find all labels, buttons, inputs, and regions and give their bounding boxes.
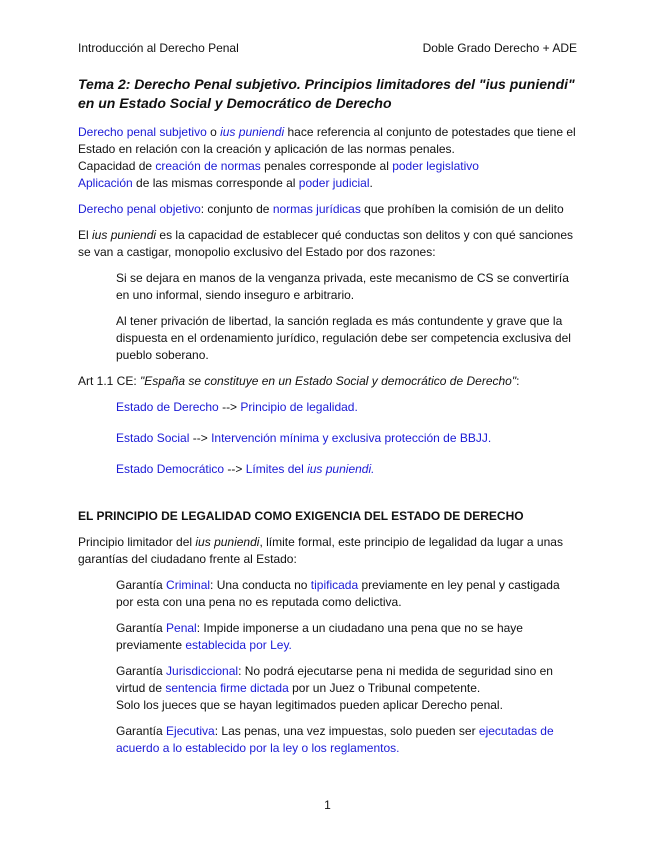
- estado-label: Estado de Derecho: [116, 400, 219, 414]
- paragraph-ius-puniendi: [78, 227, 578, 261]
- estado-label: Estado Social: [116, 431, 190, 445]
- text: hace referencia al conjunto de potestades que tiene el Estado en relación con la creación y aplicación de las normas penales.: [78, 125, 576, 156]
- term-ius-puniendi: ius puniendi: [220, 125, 285, 139]
- term-creacion-normas: creación de normas: [155, 159, 261, 173]
- text: Garantía: [116, 578, 167, 592]
- text: Principio limitador del: [78, 535, 196, 549]
- text: Capacidad de: [78, 159, 156, 173]
- text: : Impide imponerse a un ciudadano una pena que no se haye previamente: [116, 621, 523, 652]
- article-quote: [78, 373, 578, 390]
- text: :: [516, 374, 520, 388]
- text: penales corresponde al: [260, 159, 393, 173]
- term-establecida: establecida por Ley.: [185, 638, 292, 652]
- term-ius-puniendi: ius puniendi: [92, 228, 157, 242]
- term-poder-judicial: poder judicial: [298, 176, 370, 190]
- term-sentencia-firme: sentencia firme dictada: [165, 681, 289, 695]
- text: : Las penas, una vez impuestas, solo pueden ser: [214, 724, 479, 738]
- text: , límite formal, este principio de legalidad da lugar a unas garantías del ciudadano frente al Estado:: [78, 535, 563, 566]
- text: : Una conducta no: [210, 578, 311, 592]
- term-ius-puniendi: ius puniendi: [195, 535, 260, 549]
- estado-item: [116, 430, 578, 447]
- paragraph-principio: [78, 534, 578, 568]
- text: : conjunto de: [200, 202, 273, 216]
- estado-principle: Principio de legalidad.: [240, 400, 358, 414]
- garantia-label: Jurisdiccional: [166, 664, 239, 678]
- estado-label: Estado Democrático: [116, 462, 225, 476]
- section-heading: EL PRINCIPIO DE LEGALIDAD COMO EXIGENCIA DEL ESTADO DE DERECHO: [78, 509, 524, 523]
- page-title: Tema 2: Derecho Penal subjetivo. Principios limitadores del "ius puniendi" en un Estado Social y Democrático de Derecho: [78, 76, 575, 111]
- reason-2: Al tener privación de libertad, la sanción reglada es más contundente y grave que la dispuesta en el ordenamiento jurídico, regulación debe ser competencia exclusiva del pueblo soberano.: [116, 314, 571, 362]
- arrow: -->: [218, 400, 241, 414]
- estado-principle: Límites del: [245, 462, 308, 476]
- text: que prohíben la comisión de un delito: [360, 202, 564, 216]
- garantia-label: Penal: [166, 621, 197, 635]
- text: Garantía: [116, 621, 167, 635]
- text: o: [206, 125, 221, 139]
- text: Garantía: [116, 664, 167, 678]
- garantia-penal: [116, 620, 578, 654]
- paragraph-subjective: [78, 124, 578, 192]
- term-derecho-penal-objetivo: Derecho penal objetivo: [78, 202, 201, 216]
- garantia-label: Ejecutiva: [166, 724, 215, 738]
- text: de las mismas corresponde al: [132, 176, 299, 190]
- estado-item: [116, 461, 578, 478]
- text: El: [78, 228, 93, 242]
- text: .: [369, 176, 373, 190]
- text: es la capacidad de establecer qué conductas son delitos y con qué sanciones se van a castigar, monopolio exclusivo del Estado por dos razones:: [78, 228, 574, 259]
- constitution-quote: "España se constituye en un Estado Social y democrático de Derecho": [140, 374, 517, 388]
- text: Garantía: [116, 724, 167, 738]
- text: previamente en ley penal y castigada por esta con una pena no es reputada como delictiva.: [116, 578, 560, 609]
- term-aplicacion: Aplicación: [78, 176, 133, 190]
- term-normas-juridicas: normas jurídicas: [272, 202, 361, 216]
- garantia-jurisdiccional: [116, 663, 578, 714]
- page-content: [78, 75, 578, 766]
- text: : No podrá ejecutarse pena ni medida de seguridad sino en virtud de: [116, 664, 553, 695]
- estado-principle: Intervención mínima y exclusiva protección de BBJJ.: [211, 431, 492, 445]
- arrow: -->: [224, 462, 246, 476]
- header-left: Introducción al Derecho Penal: [78, 41, 239, 55]
- page-number: 1: [324, 798, 331, 812]
- reason-1: Si se dejara en manos de la venganza privada, este mecanismo de CS se convertiría en uno informal, siendo inseguro e arbitrario.: [116, 271, 569, 302]
- garantia-criminal: [116, 577, 578, 611]
- text: Solo los jueces que se hayan legitimados pueden aplicar Derecho penal.: [116, 698, 503, 712]
- estado-item: [116, 399, 578, 416]
- text: por un Juez o Tribunal competente.: [288, 681, 481, 695]
- header-right: Doble Grado Derecho + ADE: [422, 41, 577, 55]
- term-poder-legislativo: poder legislativo: [392, 159, 479, 173]
- term-ius-puniendi: ius puniendi.: [307, 462, 375, 476]
- term-ejecutadas: ejecutadas de acuerdo a lo establecido por la ley o los reglamentos.: [116, 724, 554, 755]
- term-derecho-penal-subjetivo: Derecho penal subjetivo: [78, 125, 207, 139]
- garantia-label: Criminal: [166, 578, 211, 592]
- arrow: -->: [189, 431, 212, 445]
- text: Art 1.1 CE:: [78, 374, 141, 388]
- garantia-ejecutiva: [116, 723, 578, 757]
- paragraph-objective: [78, 201, 578, 218]
- term-tipificada: tipificada: [310, 578, 359, 592]
